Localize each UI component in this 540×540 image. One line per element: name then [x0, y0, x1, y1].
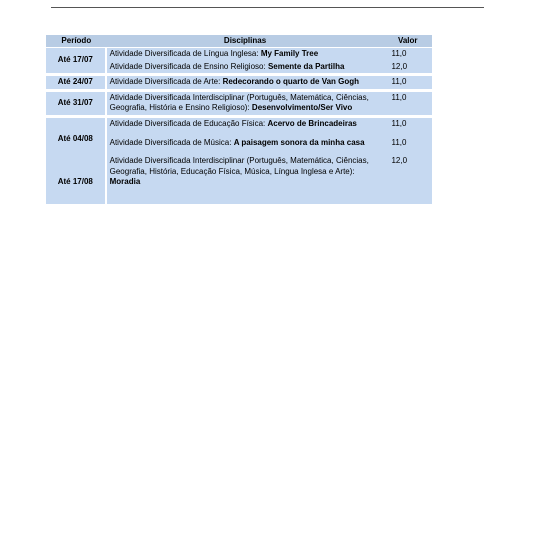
table-row — [46, 73, 432, 89]
top-rule — [51, 7, 484, 8]
value-cell: 11,0 — [383, 137, 432, 155]
table-row — [46, 89, 432, 115]
subject-cell — [107, 115, 384, 137]
activity-title: Desenvolvimento/Ser Vivo — [251, 103, 353, 112]
table-row — [46, 115, 432, 137]
subject-cell — [107, 155, 384, 204]
activity-title: Semente da Partilha — [267, 61, 345, 71]
subject-text: Atividade Diversificada de Língua Inglesa: — [109, 49, 261, 58]
header-period: Período — [46, 35, 107, 48]
table-header-row — [46, 35, 432, 48]
subject-text: Atividade Diversificada Interdisciplinar (Português, Matemática, Ciências, Geografia, História, Educação Física, Música, Língua Inglesa e Arte): — [109, 156, 369, 176]
period-cell: Até 17/07 — [46, 48, 107, 73]
activity-title: A paisagem sonora da minha casa — [233, 137, 365, 147]
value-cell: 11,0 — [383, 48, 432, 61]
value-cell: 11,0 — [383, 115, 432, 137]
activities-table — [46, 35, 432, 204]
subject-cell — [107, 73, 384, 89]
subject-cell — [107, 61, 384, 74]
activity-title: My Family Tree — [260, 49, 319, 58]
activity-title: Acervo de Brincadeiras — [267, 118, 357, 128]
value-cell: 11,0 — [383, 89, 432, 115]
period-label: Até 04/08 — [57, 133, 93, 143]
subject-text: Atividade Diversificada de Educação Física: — [109, 118, 268, 128]
value-cell: 12,0 — [383, 61, 432, 74]
value-cell: 11,0 — [383, 73, 432, 89]
period-label: Até 17/08 — [57, 176, 93, 186]
subject-text: Atividade Diversificada Interdisciplinar (Português, Matemática, Ciências, Geografia, História e Ensino Religioso): — [109, 92, 369, 112]
activity-title: Redecorando o quarto de Van Gogh — [222, 77, 360, 86]
subject-text: Atividade Diversificada de Música: — [109, 137, 234, 147]
activity-title: Moradia — [109, 177, 141, 186]
subject-text: Atividade Diversificada de Ensino Religioso: — [109, 61, 268, 71]
subject-cell — [107, 89, 384, 115]
period-cell: Até 31/07 — [46, 89, 107, 115]
table-row — [46, 48, 432, 61]
header-value: Valor — [383, 35, 432, 48]
value-cell: 12,0 — [383, 155, 432, 204]
header-subjects: Disciplinas — [107, 35, 384, 48]
subject-text: Atividade Diversificada de Arte: — [109, 77, 223, 86]
subject-cell — [107, 137, 384, 155]
subject-cell — [107, 48, 384, 61]
period-cell: Até 24/07 — [46, 73, 107, 89]
period-cell — [46, 115, 107, 204]
